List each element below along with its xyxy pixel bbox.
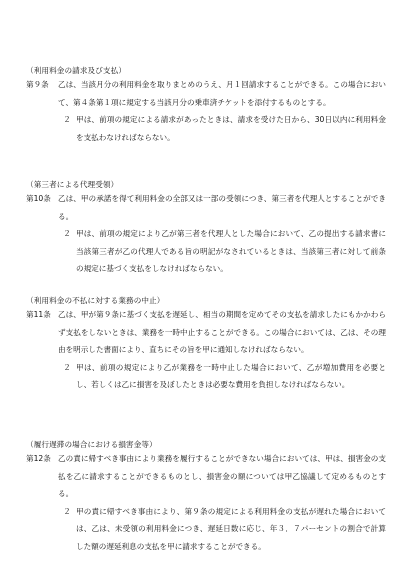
clause-text: 甲は、前項の規定による請求があったときは、請求を受けた日から、30日以内に利用料金を支払わなければならない。: [76, 115, 386, 142]
clause: [58, 503, 386, 556]
article-11: [26, 306, 386, 394]
article-number: 第９条: [26, 80, 49, 89]
clause-number: ２: [63, 229, 71, 238]
clause-text: 甲は、前項の規定により乙が業務を一時中止した場合において、乙が増加費用を必要とし、若しくは乙に損害を及ぼしたときは必要な費用を負担しなければならない。: [76, 362, 386, 389]
clause: [58, 225, 386, 278]
clause: [58, 111, 386, 146]
article-text: 乙の責に帰すべき事由により業務を履行することができない場合においては、甲は、損害金の支払を乙に請求することができるものとし、損害金の額については甲乙協議して定めるものとする。: [58, 454, 386, 498]
article-12: [26, 450, 386, 555]
article-number: 第11条: [26, 310, 51, 319]
article-text: 乙は、甲が第９条に基づく支払を遅延し、相当の期間を定めてその支払を請求したにもかかわらず支払をしないときは、業務を一時中止することができる。この場合においては、乙は、その理由を明示した書面により、直ちにその旨を甲に通知しなければならない。: [58, 310, 386, 354]
article-number: 第10条: [26, 194, 51, 203]
clause-number: ２: [63, 362, 71, 372]
article-text: 乙は、当該月分の利用料金を取りまとめのうえ、月１回請求することができる。この場合において、第４条第１項に規定する当該月分の乗車済チケットを添付するものとする。: [58, 80, 386, 107]
article-number: 第12条: [26, 454, 51, 463]
clause-text: 甲は、前項の規定により乙が第三者を代理人とした場合において、乙の提出する請求書に当該第三者が乙の代理人である旨の明記がなされているときは、当該第三者に対して前条の規定に基づく支払をしなければならない。: [76, 229, 386, 273]
section-title: （履行遅滞の場合における損害金等）: [26, 440, 157, 449]
section-title: （第三者による代理受領）: [26, 180, 119, 189]
clause: [58, 359, 386, 394]
clause-text: 甲の責に帰すべき事由により、第９条の規定による利用料金の支払が遅れた場合においては、乙は、未受領の利用料金につき、遅延日数に応じ、年３．７パーセントの割合で計算した額の遅延利息の支払を甲に請求することができる。: [76, 506, 386, 551]
article-9: [26, 76, 386, 146]
section-title: （利用料金の不払に対する業務の中止）: [26, 296, 165, 305]
section-title: （利用料金の請求及び支払）: [26, 66, 127, 75]
clause-number: ２: [63, 115, 71, 124]
clause-number: ２: [63, 506, 71, 516]
article-text: 乙は、甲の承諾を得て利用料金の全部又は一部の受領につき、第三者を代理人とすることができる。: [58, 194, 386, 221]
article-10: [26, 190, 386, 278]
